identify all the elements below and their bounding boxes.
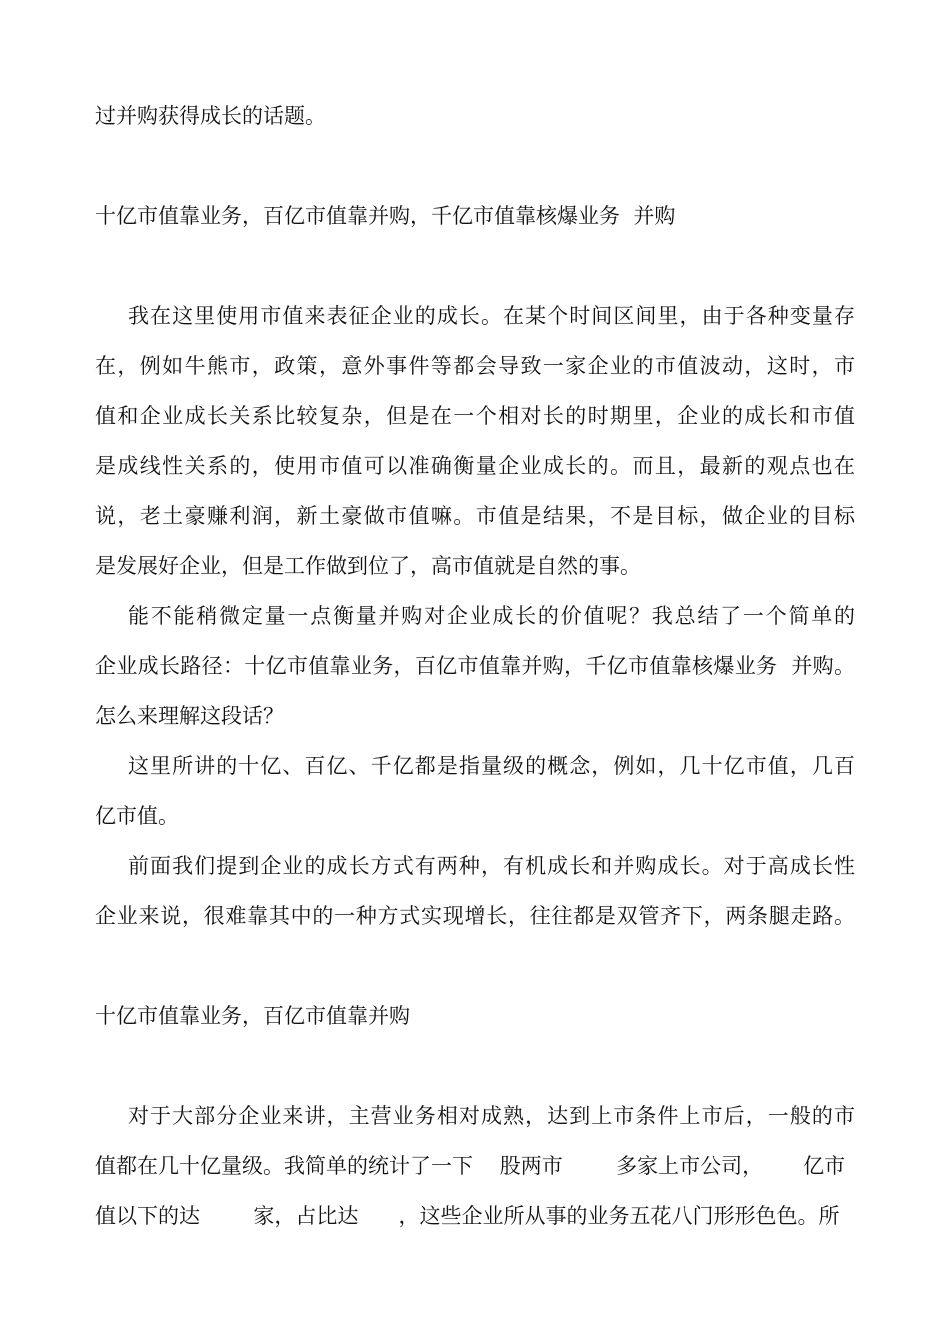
text-line: 是成线性关系的，使用市值可以准确衡量企业成长的。而且，最新的观点也在	[95, 454, 855, 478]
text-line: 企业来说，很难靠其中的一种方式实现增长，往往都是双管齐下，两条腿走路。	[95, 904, 855, 928]
text-line: 能不能稍微定量一点衡量并购对企业成长的价值呢？我总结了一个简单的	[128, 604, 855, 628]
text-line: 我在这里使用市值来表征企业的成长。在某个时间区间里，由于各种变量存	[128, 304, 855, 328]
text-line: 值以下的达 家，占比达 ，这些企业所从事的业务五花八门形形色色。所	[95, 1204, 840, 1228]
text-line: 怎么来理解这段话？	[95, 704, 284, 728]
text-line: 说，老土豪赚利润，新土豪做市值嘛。市值是结果，不是目标，做企业的目标	[95, 504, 855, 528]
section-heading: 十亿市值靠业务，百亿市值靠并购，千亿市值靠核爆业务 并购	[95, 204, 676, 228]
text-line: 企业成长路径：十亿市值靠业务，百亿市值靠并购，千亿市值靠核爆业务 并购。	[95, 654, 855, 678]
text-line: 是发展好企业，但是工作做到位了，高市值就是自然的事。	[95, 554, 641, 578]
text-line: 这里所讲的十亿、百亿、千亿都是指量级的概念，例如，几十亿市值，几百	[128, 754, 855, 778]
text-line: 值和企业成长关系比较复杂，但是在一个相对长的时期里，企业的成长和市值	[95, 404, 855, 428]
text-line: 值都在几十亿量级。我简单的统计了一下 股两市 多家上市公司， 亿市	[95, 1154, 846, 1178]
text-line: 对于大部分企业来讲，主营业务相对成熟，达到上市条件上市后，一般的市	[128, 1104, 855, 1128]
text-line: 在，例如牛熊市，政策，意外事件等都会导致一家企业的市值波动，这时，市	[95, 354, 855, 378]
text-line: 前面我们提到企业的成长方式有两种，有机成长和并购成长。对于高成长性	[128, 854, 855, 878]
text-line: 亿市值。	[95, 804, 179, 828]
section-heading: 十亿市值靠业务，百亿市值靠并购	[95, 1004, 410, 1028]
text-line: 过并购获得成长的话题。	[95, 104, 326, 128]
